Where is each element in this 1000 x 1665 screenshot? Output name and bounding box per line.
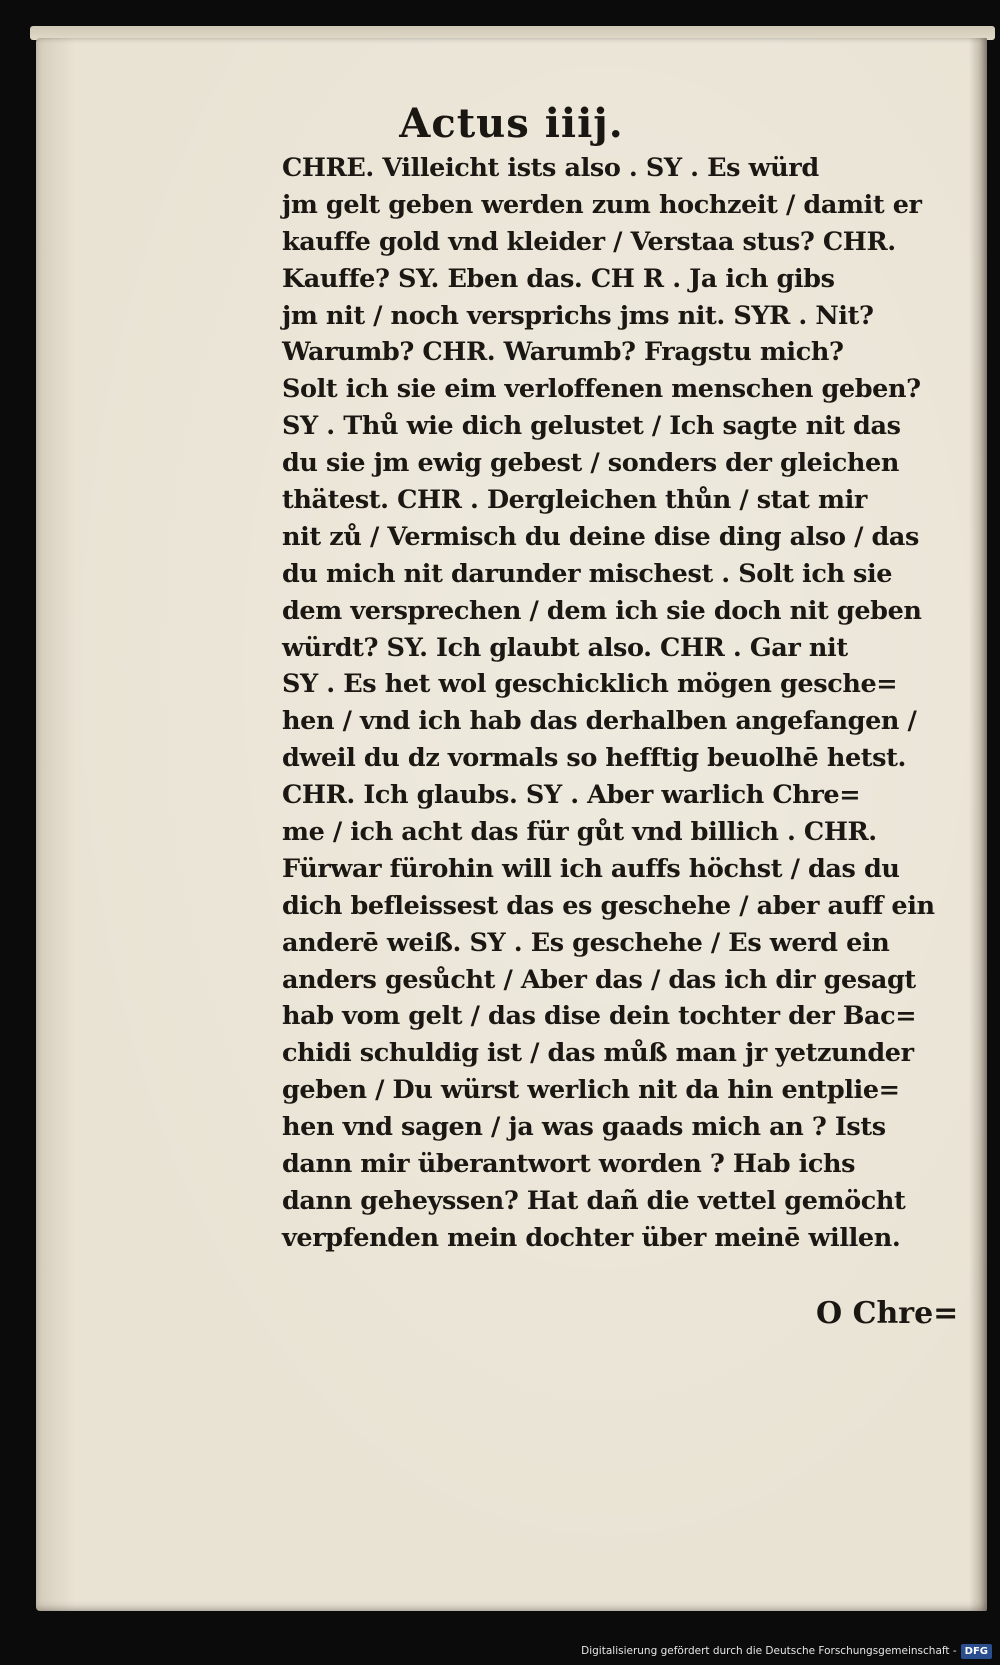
credit-text: Digitalisierung gefördert durch die Deutsche Forschungsgemeinschaft - xyxy=(581,1645,957,1657)
text-line: dann mir überantwort worden ? Hab ichs xyxy=(282,1149,856,1180)
text-line: du sie jm ewig gebest / sonders der gleichen xyxy=(282,448,900,479)
text-line: me / ich acht das für gůt vnd billich . CHR. xyxy=(282,817,877,848)
text-line: Warumb? CHR. Warumb? Fragstu mich? xyxy=(282,337,844,368)
text-line: CHRE. Villeicht ists also . SY . Es würd xyxy=(282,153,819,183)
text-line: anders gesůcht / Aber das / das ich dir gesagt xyxy=(282,964,916,995)
text-line: dem versprechen / dem ich sie doch nit geben xyxy=(282,595,922,626)
text-line: chidi schuldig ist / das můß man jr yetzunder xyxy=(282,1038,914,1069)
text-line: nit zů / Vermisch du deine dise ding also / das xyxy=(282,521,919,552)
text-line: SY . Es het wol geschicklich mögen gesche= xyxy=(282,669,898,700)
dfg-logo: DFG xyxy=(961,1644,992,1659)
text-line: dich befleissest das es geschehe / aber auff ein xyxy=(282,890,935,921)
text-line: dweil du dz vormals so hefftig beuolhē hetst. xyxy=(282,743,906,774)
text-line: CHR. Ich glaubs. SY . Aber warlich Chre= xyxy=(282,780,861,811)
gutter-shadow xyxy=(969,38,987,1611)
catchword: O Chre= xyxy=(816,1296,959,1331)
text-line: geben / Du würst werlich nit da hin entplie= xyxy=(282,1075,900,1106)
text-line: hen vnd sagen / ja was gaads mich an ? Ists xyxy=(282,1112,886,1143)
text-line: thätest. CHR . Dergleichen thůn / stat mir xyxy=(282,485,867,516)
text-line: Fürwar fürohin will ich auffs höchst / das du xyxy=(282,853,900,884)
text-line: jm gelt geben werden zum hochzeit / damit er xyxy=(282,189,922,220)
text-line: kauffe gold vnd kleider / Verstaa stus? CHR. xyxy=(282,226,896,257)
running-head: Actus iiij. xyxy=(399,100,624,147)
text-line: Solt ich sie eim verloffenen menschen geben? xyxy=(282,374,921,405)
text-line: jm nit / noch versprichs jms nit. SYR . Nit? xyxy=(282,300,874,331)
text-line: würdt? SY. Ich glaubt also. CHR . Gar nit xyxy=(282,632,848,663)
text-line: dann geheyssen? Hat dañ die vettel gemöcht xyxy=(282,1185,906,1216)
text-line: hen / vnd ich hab das derhalben angefangen / xyxy=(282,706,917,737)
text-block xyxy=(282,150,962,1257)
book-page xyxy=(36,38,987,1611)
text-line: SY . Thů wie dich gelustet / Ich sagte nit das xyxy=(282,411,901,442)
digitization-credit xyxy=(581,1642,992,1660)
text-line: anderē weiß. SY . Es geschehe / Es werd ein xyxy=(282,927,890,958)
text-line: Kauffe? SY. Eben das. CH R . Ja ich gibs xyxy=(282,263,835,294)
text-line: verpfenden mein dochter über meinē willen. xyxy=(282,1222,901,1253)
text-line: du mich nit darunder mischest . Solt ich sie xyxy=(282,558,893,589)
text-line: hab vom gelt / das dise dein tochter der Bac= xyxy=(282,1001,917,1032)
